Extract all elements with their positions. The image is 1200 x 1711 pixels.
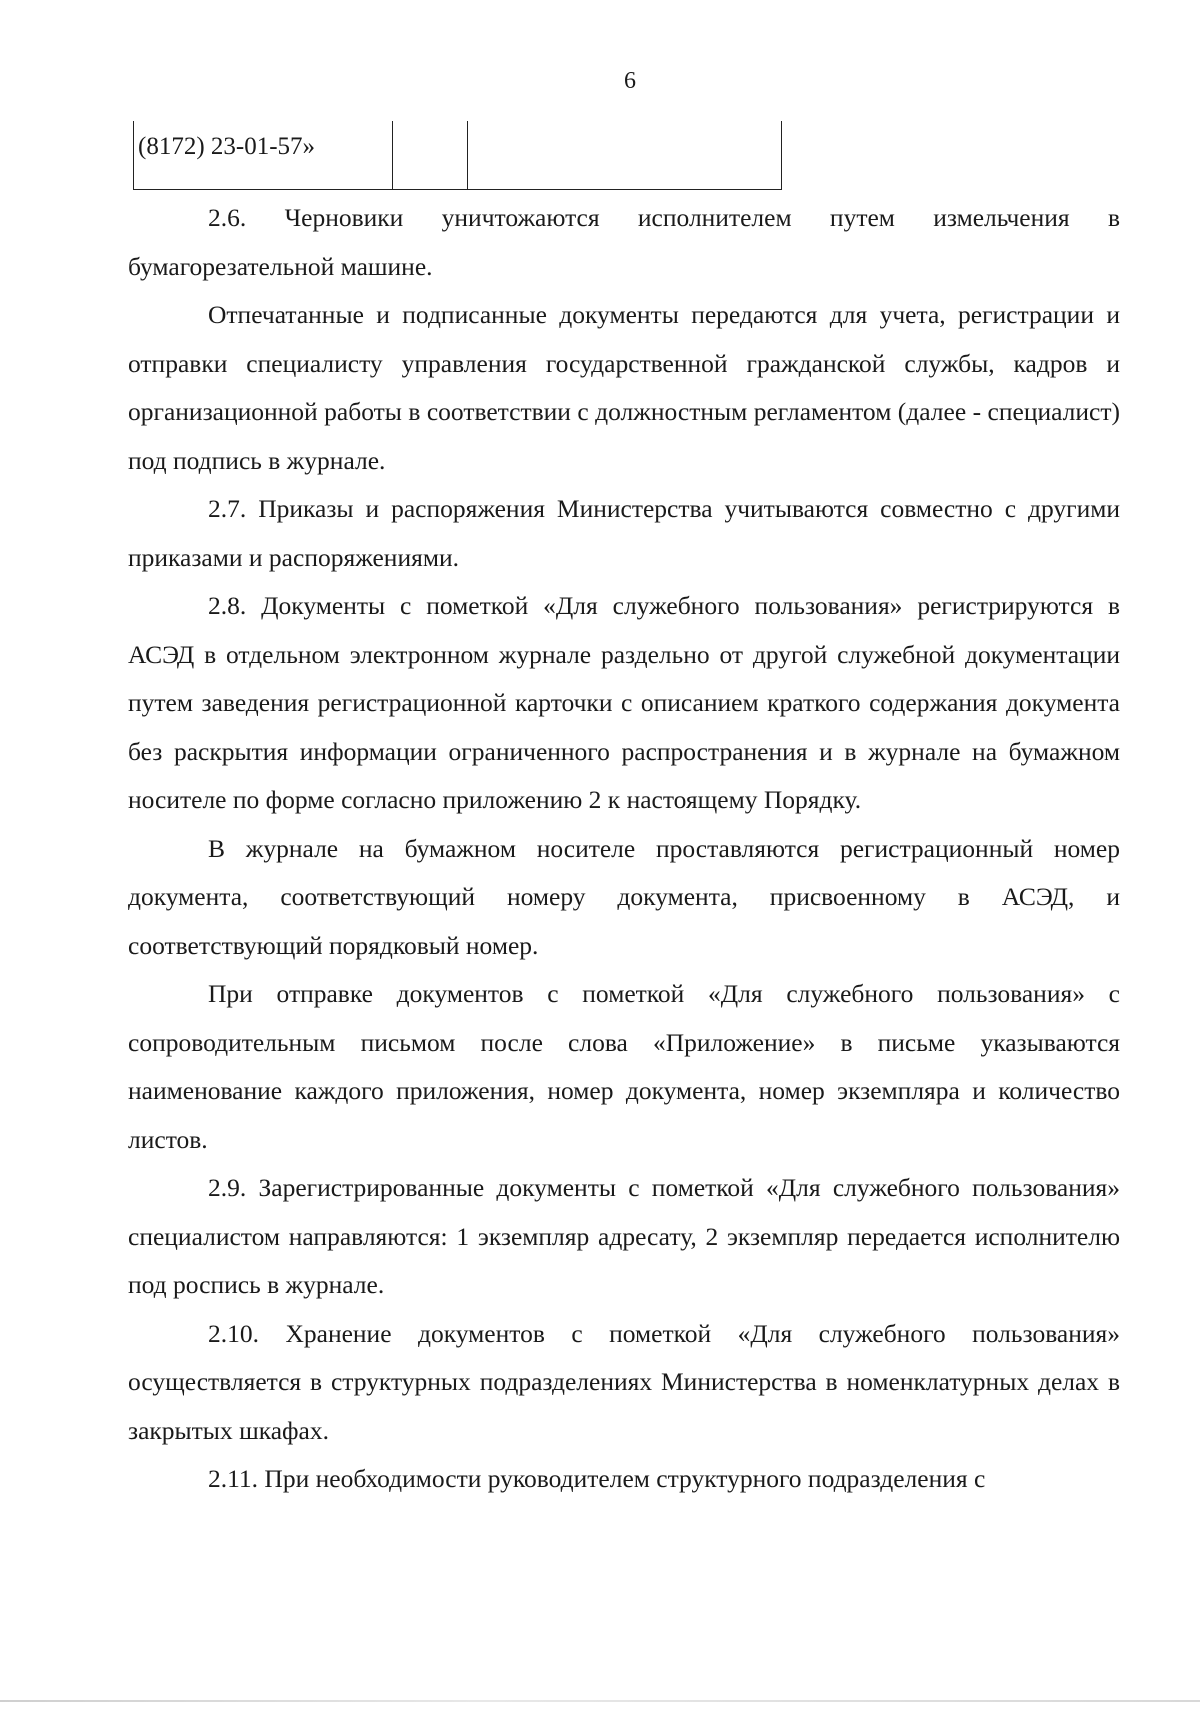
scan-edge-line — [0, 1700, 1200, 1702]
paragraph-2-8: 2.8. Документы с пометкой «Для служебного пользования» регистрируются в АСЭД в отдельном электронном журнале раздельно от другой служебной документации путем заведения регистрационной карточки с описанием краткого содержания документа без раскрытия информации ограниченного распространения и в журнале на бумажном носителе по форме согласно приложению 2 к настоящему Порядку. — [128, 591, 1120, 814]
document-body — [128, 194, 1120, 1504]
paragraph-2-10: 2.10. Хранение документов с пометкой «Для служебного пользования» осуществляется в структурных подразделениях Министерства в номенклатурных делах в закрытых шкафах. — [128, 1318, 1120, 1445]
paragraph-2-7: 2.7. Приказы и распоряжения Министерства учитываются совместно с другими приказами и распоряжениями. — [128, 494, 1120, 572]
table-cell-empty — [468, 121, 782, 190]
paragraph-2-11: 2.11. При необходимости руководителем структурного подразделения с — [208, 1464, 986, 1493]
table-row — [134, 121, 782, 190]
page-number: 6 — [624, 68, 636, 94]
paragraph-journal-numbers: В журнале на бумажном носителе проставляются регистрационный номер документа, соответствующий номеру документа, присвоенному в АСЭД, и соответствующий порядковый номер. — [128, 833, 1120, 960]
table-fragment — [133, 121, 782, 190]
paragraph-2-6: 2.6. Черновики уничтожаются исполнителем путем измельчения в бумагорезательной машине. — [128, 203, 1120, 281]
paragraph-sending-documents: При отправке документов с пометкой «Для служебного пользования» с сопроводительным письмом после слова «Приложение» в письме указываются наименование каждого приложения, номер документа, номер экземпляра и количество листов. — [128, 979, 1120, 1154]
table-cell-phone: (8172) 23-01-57» — [134, 121, 393, 190]
paragraph-2-9: 2.9. Зарегистрированные документы с пометкой «Для служебного пользования» специалистом направляются: 1 экземпляр адресату, 2 экземпляр передается исполнителю под роспись в журнале. — [128, 1173, 1120, 1299]
paragraph-printed-documents: Отпечатанные и подписанные документы передаются для учета, регистрации и отправки специалисту управления государственной гражданской службы, кадров и организационной работы в соответствии с должностным регламентом (далее - специалист) под подпись в журнале. — [128, 300, 1120, 475]
table-cell-empty — [393, 121, 468, 190]
